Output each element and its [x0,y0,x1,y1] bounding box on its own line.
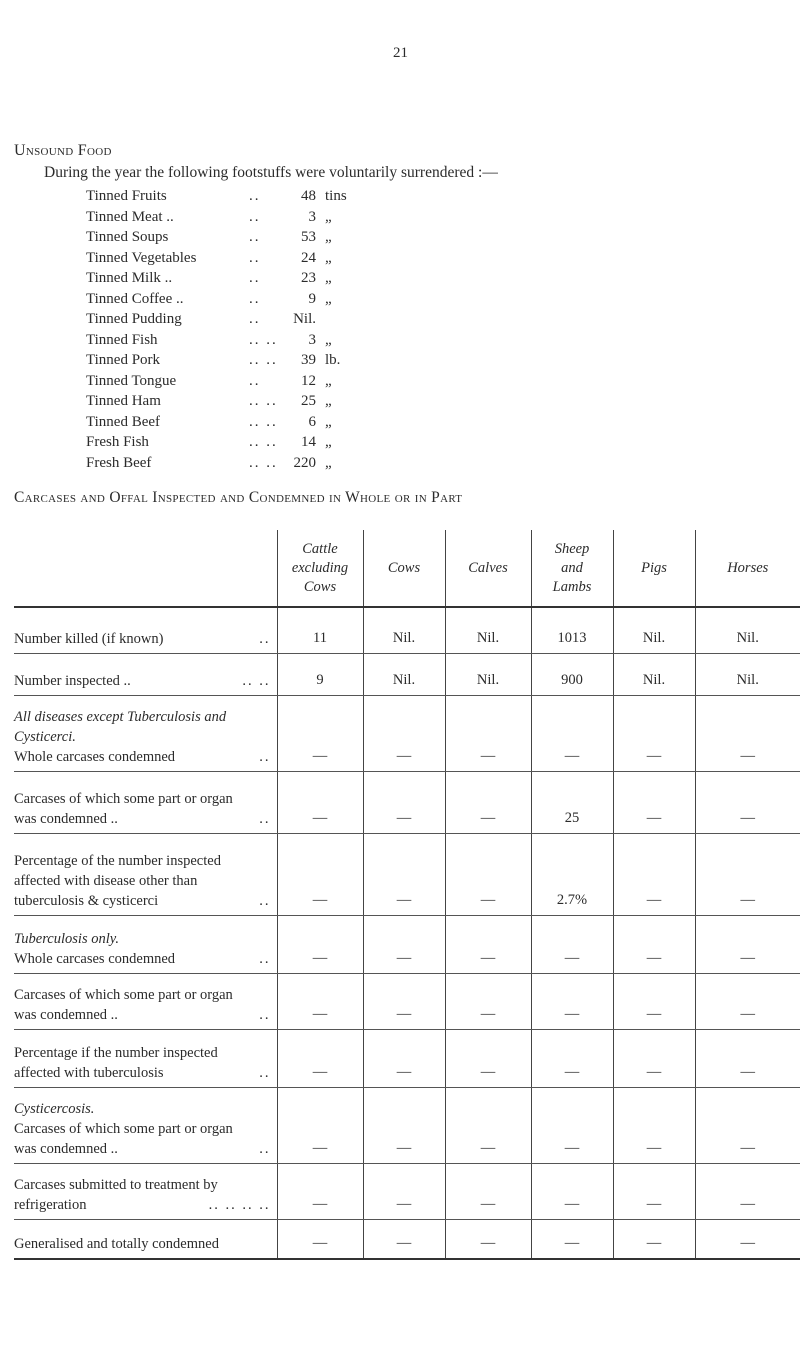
food-item-name: Tinned Fruits [86,188,167,204]
table-cell: — [363,915,445,973]
food-item-dots: .. [249,249,261,266]
food-item-amount: 9 [308,290,316,307]
food-item-amount: 12 [301,372,316,389]
food-item-unit: „ [325,249,332,266]
table-cell: — [277,1219,363,1259]
table-cell: — [445,833,531,915]
table-cell: Nil. [445,653,531,695]
row-label-text: Whole carcases condemned [14,950,176,967]
row-label [14,833,277,915]
row-label-wrap [14,929,277,969]
food-item-name: Tinned Ham [86,393,161,409]
table-row [14,771,800,833]
table-cell: — [531,1219,613,1259]
food-item-amount: 53 [301,229,316,245]
row-label-text: Whole carcases condemned [14,748,176,765]
food-item-unit: lb. [325,352,341,368]
table-cell: — [695,1087,800,1163]
table-row [14,1163,800,1219]
table-cell: — [613,771,695,833]
table-cell: — [277,833,363,915]
food-item-name: Fresh Fish [86,434,149,450]
food-item-dots: .. .. [249,454,278,471]
table-cell: Nil. [695,607,800,653]
table-cell: — [531,973,613,1029]
row-label-text: Carcases of which some part or organ was condemned .. [14,986,233,1023]
row-label [14,1029,277,1087]
column-header [277,530,363,607]
table-cell: — [445,973,531,1029]
food-item-dots: .. [249,208,261,225]
row-label [14,1219,277,1259]
table-row [14,1029,800,1087]
food-item-amount: Nil. [293,311,316,327]
food-item-amount: 3 [308,208,316,225]
table-cell: — [445,1029,531,1087]
row-label-dots: .. [259,892,271,909]
row-label-dots: .. [259,1006,271,1023]
food-item [86,229,446,250]
table-cell: Nil. [695,653,800,695]
table-cell: — [363,973,445,1029]
food-item-unit: „ [325,393,332,409]
table-cell: — [363,833,445,915]
table-cell: — [531,695,613,771]
food-item [86,291,446,312]
food-list [86,188,446,475]
table-cell: — [695,1029,800,1087]
row-label-wrap [14,985,277,1025]
food-item-unit: „ [325,454,332,471]
food-item-name: Tinned Tongue [86,372,177,389]
food-item [86,270,446,291]
row-label-text: Number inspected .. [14,672,131,689]
table-cell: — [531,1029,613,1087]
table-row [14,607,800,653]
row-label-dots: .. [259,748,271,765]
column-header-line: Lambs [552,578,592,595]
row-label-wrap [14,789,277,829]
food-item-unit: „ [325,434,332,450]
row-label-wrap [14,671,277,691]
food-item-dots: .. [249,290,261,307]
row-label-dots: .. .. .. .. [208,1196,271,1213]
table-cell: — [277,973,363,1029]
column-header-line: and [561,559,583,576]
table-cell: — [695,915,800,973]
row-label [14,915,277,973]
column-header-line: excluding [291,559,349,576]
table-cell: — [277,771,363,833]
food-item-amount: 6 [308,413,316,430]
row-label-wrap [14,707,277,767]
row-label [14,1087,277,1163]
table-title: Carcases and Offal Inspected and Condemned in Whole or in Part [14,489,463,506]
table-cell: — [445,915,531,973]
table-cell: — [531,1087,613,1163]
row-section-heading: All diseases except Tuberculosis and Cysticerci. [14,708,227,745]
food-item [86,393,446,414]
table-cell: Nil. [363,607,445,653]
table-row [14,1219,800,1259]
food-item-amount: 24 [301,249,316,266]
table-cell: — [613,833,695,915]
table-cell: — [445,1087,531,1163]
table-cell: Nil. [613,607,695,653]
food-item [86,414,446,435]
row-label-text: Number killed (if known) [14,630,164,647]
table-cell: — [695,833,800,915]
row-label-dots: .. [259,950,271,967]
food-item-amount: 25 [301,393,316,409]
table-cell: Nil. [363,653,445,695]
column-header [613,530,695,607]
row-label-text: Percentage of the number inspected affected with disease other than tuberculosis & cysticerci [14,852,221,909]
table-cell: 9 [277,653,363,695]
table-cell: — [363,1219,445,1259]
food-item-dots: .. [249,372,261,389]
food-item-name: Fresh Beef [86,454,152,471]
food-item [86,188,446,209]
page-number: 21 [393,45,408,61]
table-cell: — [695,973,800,1029]
table-cell: — [445,1219,531,1259]
row-label-wrap [14,1234,277,1254]
food-item-dots: .. [249,311,261,327]
food-item-unit: tins [325,188,347,204]
table-cell: — [695,695,800,771]
food-item [86,455,446,476]
table-cell: — [695,1163,800,1219]
table-cell: — [613,695,695,771]
row-label-wrap [14,629,277,649]
food-item-unit: „ [325,229,332,245]
table-cell: — [445,1163,531,1219]
table-cell: — [613,973,695,1029]
table-cell: — [613,915,695,973]
row-label-wrap [14,1175,277,1215]
column-header [363,530,445,607]
table-row [14,833,800,915]
food-item [86,332,446,353]
column-header-line: Cows [303,578,337,595]
row-label-wrap [14,851,277,911]
food-item-unit: „ [325,331,332,348]
table-cell: — [363,1029,445,1087]
table-header-row [14,530,800,607]
intro-text: During the year the following footstuffs were voluntarily surrendered :— [44,164,498,181]
row-label [14,771,277,833]
column-header [695,530,800,607]
column-header [445,530,531,607]
food-item-name: Tinned Beef [86,413,161,430]
food-item-dots: .. .. [249,352,278,368]
table-cell: — [531,915,613,973]
table-cell: — [531,1163,613,1219]
table-cell: — [363,1163,445,1219]
food-item [86,352,446,373]
food-item-unit: „ [325,413,332,430]
row-label-dots: .. .. [242,672,271,689]
food-item-name: Tinned Pork [86,352,161,368]
row-label [14,1163,277,1219]
food-item [86,373,446,394]
table-row [14,695,800,771]
table-row [14,915,800,973]
row-label [14,695,277,771]
food-item-amount: 3 [308,331,316,348]
food-item-name: Tinned Pudding [86,311,182,327]
table-cell: — [613,1163,695,1219]
carcass-table [14,530,800,1260]
food-item [86,434,446,455]
food-item-dots: .. [249,229,261,245]
section-title: Unsound Food [14,142,112,159]
row-label-dots: .. [259,810,271,827]
food-item-name: Tinned Meat .. [86,208,174,225]
table-cell: 25 [531,771,613,833]
row-label-dots: .. [259,1064,271,1081]
table-cell: — [363,695,445,771]
row-label-text: Carcases submitted to treatment by refrigeration [14,1176,218,1213]
food-item-name: Tinned Soups [86,229,169,245]
table-cell: — [613,1087,695,1163]
column-header-line: Sheep [554,540,590,557]
table-cell: — [613,1219,695,1259]
table-cell: 11 [277,607,363,653]
table-cell: 1013 [531,607,613,653]
table-cell: — [277,915,363,973]
table-cell: — [277,1087,363,1163]
food-item-unit: „ [325,290,332,307]
table-row [14,973,800,1029]
food-item-dots: .. .. [249,413,278,430]
table-cell: — [613,1029,695,1087]
table-cell: — [445,695,531,771]
food-item-amount: 48 [301,188,316,204]
food-item-name: Tinned Coffee .. [86,290,184,307]
row-label-text: Carcases of which some part or organ was condemned .. [14,1120,233,1157]
table-row [14,1087,800,1163]
food-item-dots: .. .. [249,331,278,348]
row-label [14,607,277,653]
table-cell: Nil. [613,653,695,695]
row-section-heading: Cysticercosis. [14,1100,95,1117]
row-section-heading: Tuberculosis only. [14,930,119,947]
column-header-line: Cattle [302,540,338,557]
table-cell: 900 [531,653,613,695]
food-item-name: Tinned Milk .. [86,270,173,286]
table-cell: 2.7% [531,833,613,915]
food-item-name: Tinned Vegetables [86,249,197,266]
food-item-amount: 39 [301,352,316,368]
row-label-dots: .. [259,1140,271,1157]
food-item-amount: 220 [293,454,316,471]
food-item [86,311,446,332]
table-cell: — [277,1029,363,1087]
row-label-text: Percentage if the number inspected affected with tuberculosis [14,1044,218,1081]
food-item-unit: „ [325,208,332,225]
food-item-unit: „ [325,372,332,389]
table-cell: — [695,1219,800,1259]
row-label-dots: .. [259,630,271,647]
row-label-text: Carcases of which some part or organ was condemned .. [14,790,233,827]
food-item-amount: 23 [301,270,316,286]
row-label [14,973,277,1029]
table-cell: — [277,1163,363,1219]
food-item-unit: „ [325,270,332,286]
food-item-name: Tinned Fish [86,331,158,348]
food-item-dots: .. .. [249,393,278,409]
column-header-line: Horses [727,559,769,576]
food-item-dots: .. .. [249,434,278,450]
food-item [86,209,446,230]
row-label-wrap [14,1099,277,1159]
food-item-dots: .. [249,188,261,204]
food-item [86,250,446,271]
row-label-wrap [14,1043,277,1083]
table-cell: — [363,771,445,833]
table-cell: — [695,771,800,833]
column-header-line: Pigs [641,559,667,576]
row-label [14,653,277,695]
column-header-line: Cows [387,559,421,576]
food-item-amount: 14 [301,434,316,450]
row-label-text: Generalised and totally condemned [14,1236,219,1252]
table-cell: — [277,695,363,771]
table-cell: — [445,771,531,833]
table-cell: — [363,1087,445,1163]
header-blank [14,530,277,607]
table-row [14,653,800,695]
column-header [531,530,613,607]
table-cell: Nil. [445,607,531,653]
column-header-line: Calves [468,559,508,576]
food-item-dots: .. [249,270,261,286]
